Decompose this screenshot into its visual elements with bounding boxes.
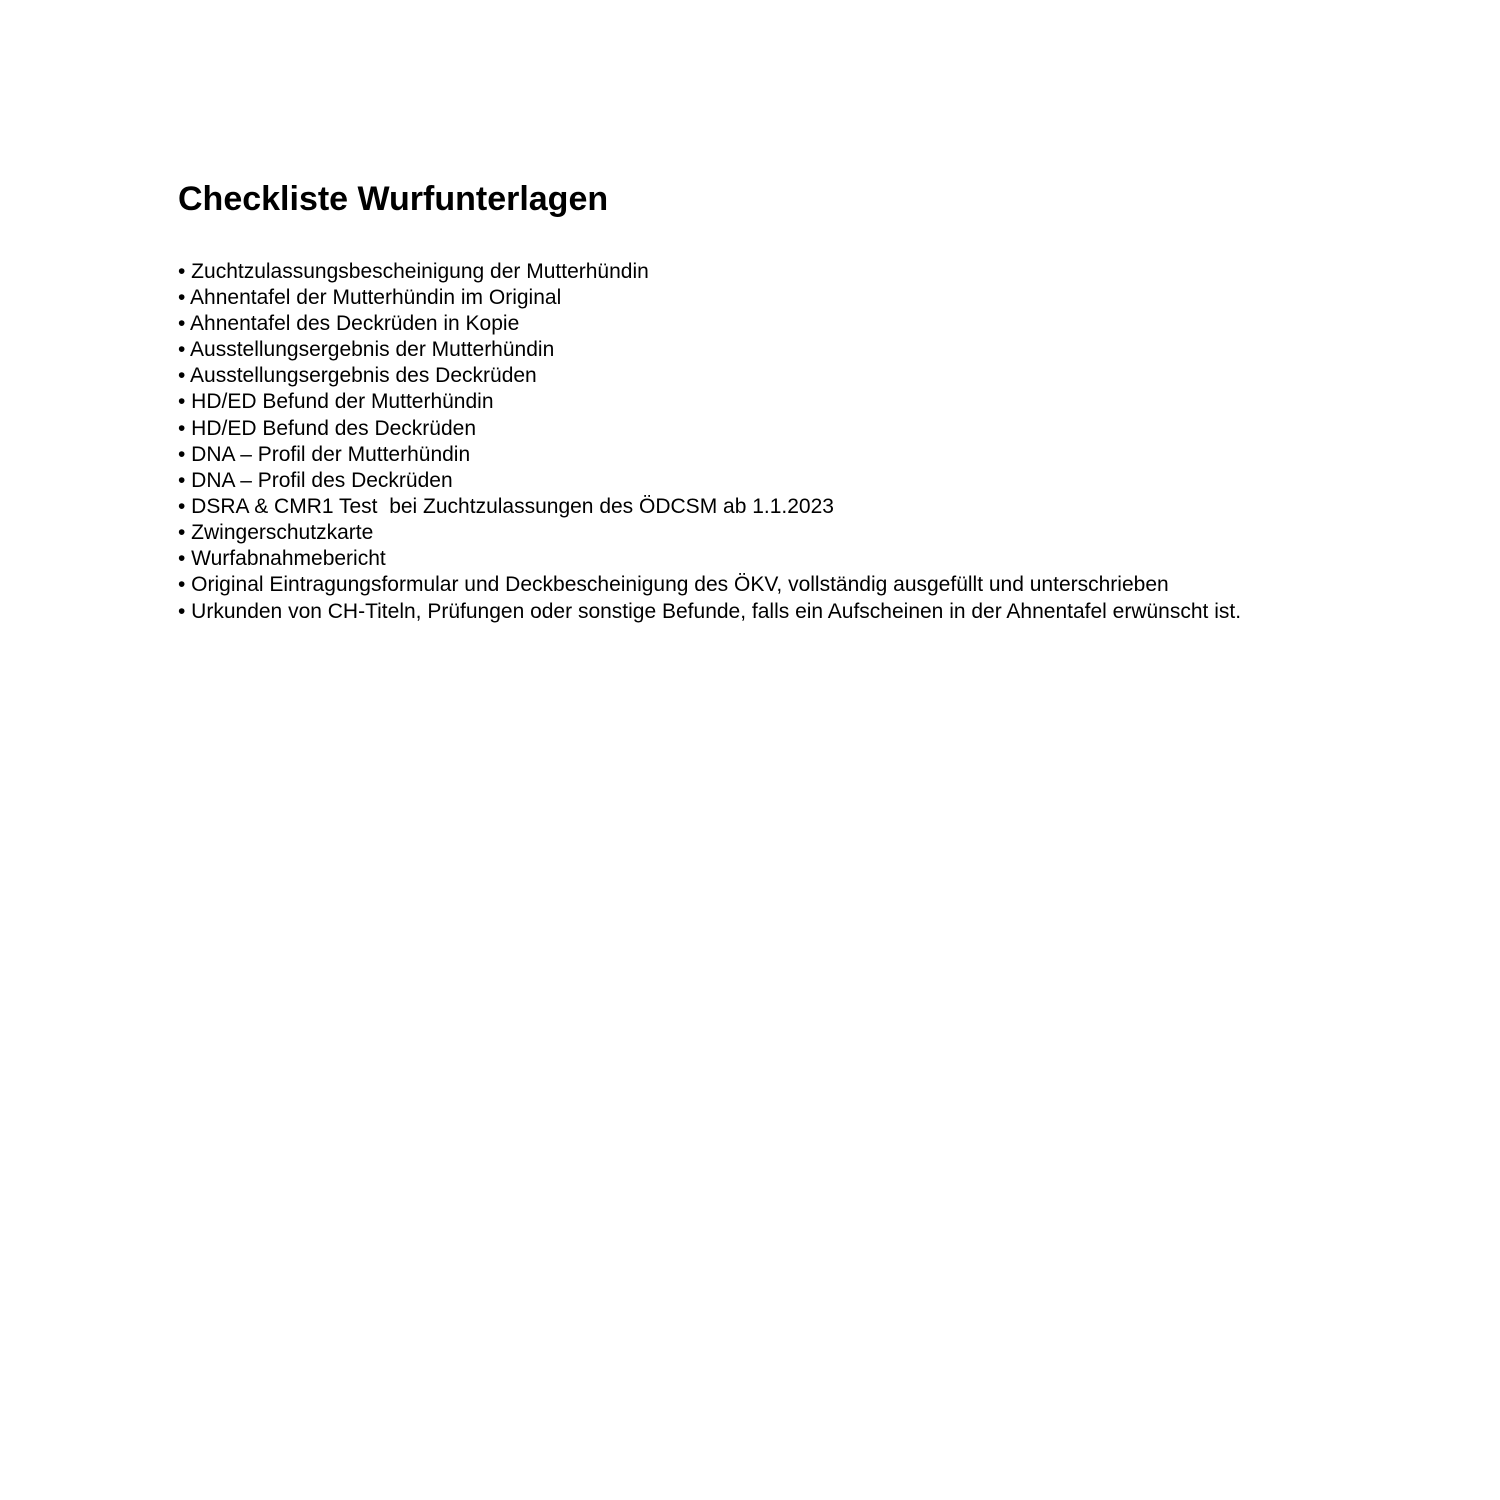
list-item: • DSRA & CMR1 Test bei Zuchtzulassungen des ÖDCSM ab 1.1.2023 bbox=[178, 494, 834, 518]
list-item: • Urkunden von CH-Titeln, Prüfungen oder sonstige Befunde, falls ein Aufscheinen in der Ahnentafel erwünscht ist. bbox=[178, 600, 1242, 624]
list-item: • Zuchtzulassungsbescheinigung der Mutterhündin bbox=[178, 260, 649, 283]
list-item: • Ausstellungsergebnis des Deckrüden bbox=[178, 364, 537, 388]
list-item: • DNA – Profil des Deckrüden bbox=[178, 468, 453, 492]
list-item: • Original Eintragungsformular und Deckbescheinigung des ÖKV, vollständig ausgefüllt und unterschrieben bbox=[178, 573, 1169, 597]
document-content bbox=[178, 178, 1308, 627]
list-item: • DNA – Profil der Mutterhündin bbox=[178, 442, 471, 466]
list-item: • Zwingerschutzkarte bbox=[178, 520, 374, 544]
checklist bbox=[178, 259, 1308, 627]
page-title: Checkliste Wurfunterlagen bbox=[178, 180, 609, 218]
list-item: • Wurfabnahmebericht bbox=[178, 547, 386, 571]
list-item: • Ahnentafel des Deckrüden in Kopie bbox=[178, 312, 520, 336]
list-item: • Ahnentafel der Mutterhündin im Original bbox=[178, 286, 562, 310]
list-item: • HD/ED Befund des Deckrüden bbox=[178, 416, 476, 440]
list-item: • HD/ED Befund der Mutterhündin bbox=[178, 390, 494, 414]
list-item: • Ausstellungsergebnis der Mutterhündin bbox=[178, 338, 555, 362]
